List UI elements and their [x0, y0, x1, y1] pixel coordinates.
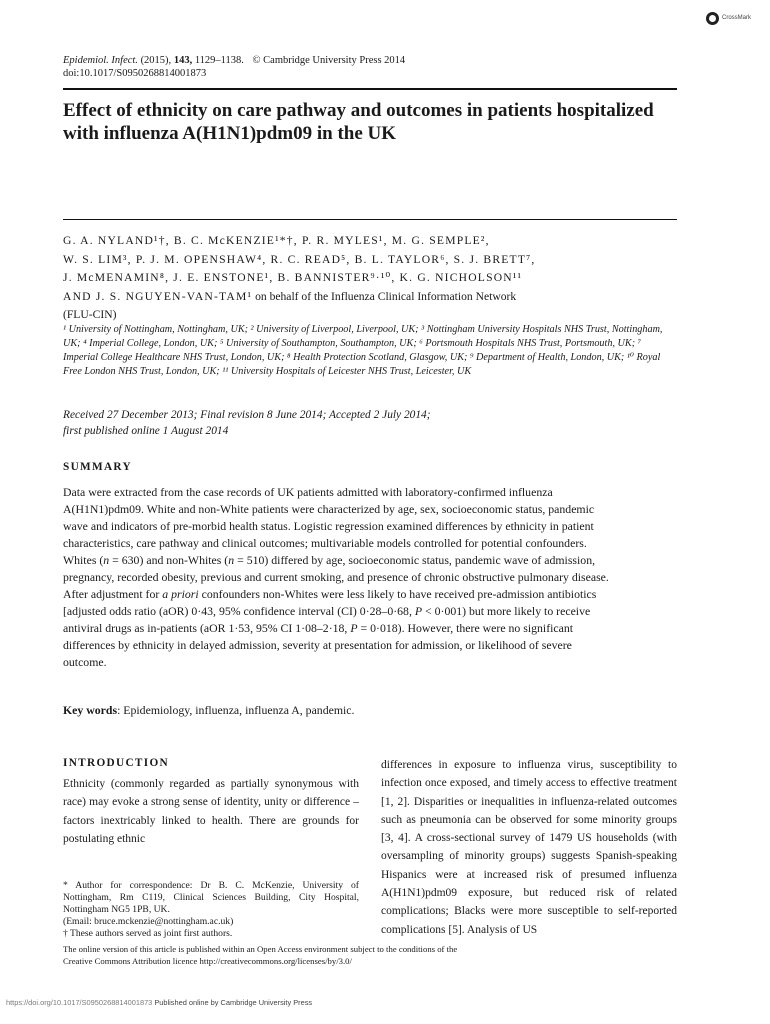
author-line-4-group: on behalf of the Influenza Clinical Information Network: [252, 289, 517, 303]
keywords: [63, 702, 677, 718]
intro-text-e: ]. A cross-sectional survey of 1479 US households (with oversampling of minority groups) suggests Spanish-speaking Hispanics were at increased risk of presumed influenza A(H1N1)pdm09 exposure, but reduced risk of related complications; Blacks were more susceptible to self-reported complications [: [381, 832, 677, 936]
journal-copyright: © Cambridge University Press 2014: [252, 55, 406, 66]
reference-link-4[interactable]: 4: [398, 832, 404, 845]
author-list: [63, 232, 677, 325]
summary-apriori: a priori: [162, 587, 199, 601]
summary-heading: SUMMARY: [63, 461, 132, 473]
footnote-correspondence: * Author for correspondence: Dr B. C. McKenzie, University of Nottingham, Rm C119, Clinical Sciences Building, City Hospital, Nottingham NG5 1PB, UK.: [63, 880, 359, 915]
crossmark-label: CrossMark: [722, 15, 752, 21]
journal-year: (2015),: [140, 55, 172, 66]
title-rule: [63, 219, 677, 220]
journal-line: [63, 54, 405, 67]
intro-text-a: differences in exposure to influenza virus, susceptibility to infection once exposed, and timely access to effective treatment [: [381, 759, 677, 808]
dates-line-2: first published online 1 August 2014: [63, 425, 229, 437]
author-line-4: [63, 288, 677, 307]
journal-volume: 143,: [173, 55, 193, 66]
reference-link-1[interactable]: 1: [384, 795, 391, 808]
summary-abstract: [63, 484, 609, 671]
summary-n-var-1: n: [103, 553, 110, 567]
crossmark-badge[interactable]: [706, 10, 762, 26]
introduction-left-column: Ethnicity (commonly regarded as partially synonymous with race) may evoke a strong sense of identity, unity or difference – factors inextricably linked to health. There are grounds for postulating ethnic: [63, 778, 359, 845]
author-line-4-caps: AND J. S. NGUYEN-VAN-TAM¹: [63, 289, 253, 303]
summary-p-var-2: P: [350, 621, 358, 635]
published-by: Published online by Cambridge University Press: [152, 998, 313, 1007]
intro-text-b: ,: [390, 795, 398, 808]
journal-pages: 1129–1138.: [194, 55, 244, 66]
intro-text-f: ]. Analysis of US: [457, 923, 538, 936]
publication-dates: [63, 407, 677, 439]
author-line-1: G. A. NYLAND¹†, B. C. McKENZIE¹*†, P. R. MYLES¹, M. G. SEMPLE²,: [63, 234, 490, 247]
header-rule: [63, 88, 677, 90]
keywords-label: Key words: [63, 703, 118, 717]
author-line-3: J. McMENAMIN⁸, J. E. ENSTONE¹, B. BANNISTER⁹·¹⁰, K. G. NICHOLSON¹¹: [63, 271, 523, 284]
footnotes: [63, 880, 359, 940]
summary-text-1: Data were extracted from the case records of UK patients admitted with laboratory-confirmed influenza A(H1N1)pdm09. White and non-White patients were characterized by age, sex, socioeconomic status, pandemic wave and indicators of pre-morbid health status. Logistic regression examined differences by ethnicity in patient characteristics, care pathway and clinical outcomes; multivariable models controlled for potential confounders. Whites (: [63, 485, 595, 567]
author-line-5: (FLU-CIN): [63, 308, 117, 321]
summary-text-4: confounders non-Whites were less likely to have received pre-admission antibiotics [adjusted odds ratio (aOR) 0·43, 95% confidence interval (CI) 0·28–0·68,: [63, 587, 597, 618]
footnote-joint-authors: † These authors served as joint first authors.: [63, 928, 233, 939]
summary-text-3: = 510) differed by age, socioeconomic status, pandemic wave of admission, pregnancy, recorded obesity, previous and current smoking, and presence of chronic obstructive pulmonary disease. After adjustment for: [63, 553, 609, 601]
introduction-heading: INTRODUCTION: [63, 757, 169, 769]
article-title: Effect of ethnicity on care pathway and outcomes in patients hospitalized with influenza A(H1N1)pdm09 in the UK: [63, 100, 654, 144]
intro-text-c: ]. Disparities or inequalities in influenza-related outcomes such as pneumonia can be observed for some minority groups [: [381, 795, 677, 845]
summary-text-5: < 0·001) but more likely to receive antiviral drugs as in-patients (aOR 1·53, 95% CI 1·08–2·18,: [63, 604, 591, 635]
license-notice: [63, 943, 677, 967]
summary-text-6: = 0·018). However, there were no significant differences by ethnicity in delayed admission, severity at presentation for admission, or likelihood of severe outcome.: [63, 621, 574, 669]
license-line-1: The online version of this article is published within an Open Access environment subject to the conditions of the: [63, 944, 458, 954]
journal-citation: [63, 54, 405, 80]
dates-line-1: Received 27 December 2013; Final revision 8 June 2014; Accepted 2 July 2014;: [63, 409, 431, 421]
license-line-2: Creative Commons Attribution licence http://creativecommons.org/licenses/by/3.0/: [63, 956, 352, 966]
summary-n-var-2: n: [228, 553, 235, 567]
keywords-list: : Epidemiology, influenza, influenza A, pandemic.: [117, 703, 355, 717]
reference-link-2[interactable]: 2: [397, 795, 404, 808]
footnote-email: (Email: bruce.mckenzie@nottingham.ac.uk): [63, 916, 234, 927]
intro-text-d: ,: [390, 832, 399, 845]
affiliations: ¹ University of Nottingham, Nottingham, UK; ² University of Liverpool, Liverpool, UK; ³ Nottingham University Hospitals NHS Trust, Nottingham, UK; ⁴ Imperial College, London, UK; ⁵ University of Southampton, Southampton, UK; ⁶ Portsmouth Hospitals NHS Trust, Portsmouth, UK; ⁷ Imperial College Healthcare NHS Trust, London, UK; ⁸ Health Protection Scotland, Glasgow, UK; ⁹ Department of Health, London, UK; ¹⁰ Royal Free London NHS Trust, London, UK; ¹¹ University Hospitals of Leicester NHS Trust, Leicester, UK: [63, 324, 663, 377]
bottom-bar: [6, 998, 312, 1007]
doi-link[interactable]: https://doi.org/10.1017/S0950268814001873: [6, 998, 153, 1007]
reference-link-3[interactable]: 3: [384, 832, 391, 845]
crossmark-icon: [706, 12, 719, 25]
summary-text-2: = 630) and non-Whites (: [109, 553, 229, 567]
reference-link-5[interactable]: 5: [452, 923, 458, 936]
introduction-right-column: [381, 756, 677, 939]
summary-p-var-1: P: [414, 604, 423, 618]
journal-doi: doi:10.1017/S0950268814001873: [63, 68, 207, 79]
journal-name: Epidemiol. Infect.: [63, 55, 138, 66]
author-line-2: W. S. LIM³, P. J. M. OPENSHAW⁴, R. C. READ⁵, B. L. TAYLOR⁶, S. J. BRETT⁷,: [63, 252, 536, 266]
